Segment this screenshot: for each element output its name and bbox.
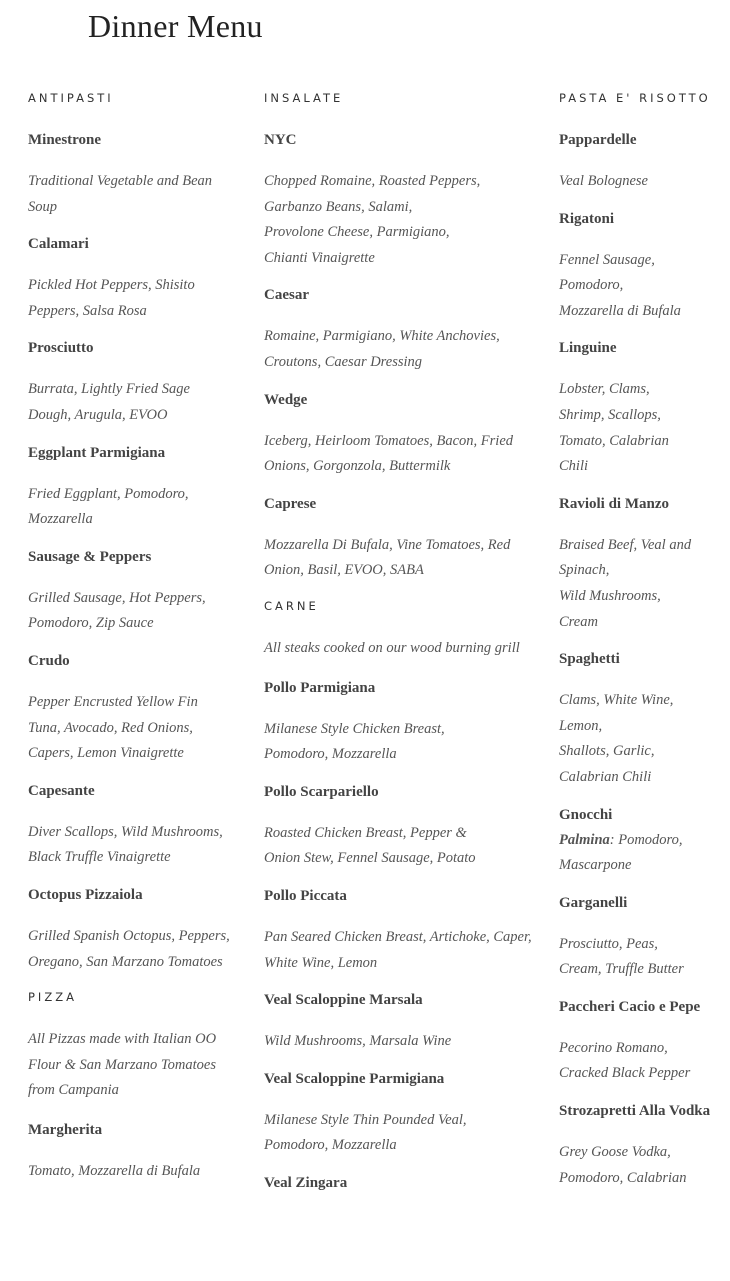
menu-column-2 [264,88,534,1212]
item-name: Pollo Parmigiana [264,679,376,696]
item-description: Burrata, Lightly Fried Sage Dough, Arugula, EVOO [28,381,190,423]
gnocchi-variant: Palmina [559,831,610,848]
item-description: Pecorino Romano, Cracked Black Pepper [559,1039,691,1082]
item-description: Fried Eggplant, Pomodoro, Mozzarella [28,485,189,528]
item-description: Grilled Spanish Octopus, Peppers, Oregano, San Marzano Tomatoes [28,927,230,970]
item-name: Pappardelle [559,132,637,148]
item-description: Milanese Style Thin Pounded Veal, Pomodoro, Mozzarella [264,1111,467,1154]
item-name: Ravioli di Manzo [559,495,670,512]
antipasti-list [28,128,233,975]
item-description: Wild Mushrooms, Marsala Wine [264,1033,452,1050]
item-description: Romaine, Parmigiano, White Anchovies, Croutons, Caesar Dressing [264,328,500,370]
menu-item [264,492,534,584]
item-description: Grilled Sausage, Hot Peppers, Pomodoro, Zip Sauce [28,589,206,632]
item-name: Capesante [28,782,95,799]
gnocchi-desc: : Pomodoro, Mascarpone [559,831,683,874]
menu-item [559,995,719,1087]
item-name: Spaghetti [559,651,620,668]
section-label-insalate: INSALATE [264,91,344,105]
menu-item [559,492,719,635]
item-name: Margherita [28,1121,103,1138]
item-description: Traditional Vegetable and Bean Soup [28,173,213,215]
menu-item [264,676,534,768]
item-name: Strozapretti Alla Vodka [559,1103,711,1120]
menu-item [264,1067,534,1159]
item-name: Minestrone [28,132,102,148]
menu-item [559,207,719,325]
menu-item [264,1171,534,1196]
item-name: Gnocchi [559,806,613,823]
menu-item [28,883,233,975]
item-name: NYC [264,132,297,148]
item-name: Paccheri Cacio e Pepe [559,998,701,1015]
menu-item [28,441,233,533]
item-name: Linguine [559,340,617,357]
item-description: Tomato, Mozzarella di Bufala [28,1162,201,1179]
menu-item [559,336,719,479]
item-name: Calamari [28,236,89,253]
section-label-carne: CARNE [264,598,319,613]
item-name: Octopus Pizzaiola [28,886,143,903]
item-name: Caprese [264,495,317,512]
item-description: Veal Bolognese [559,173,648,189]
menu-item [264,884,534,976]
menu-item [28,779,233,871]
menu-item [28,545,233,637]
item-name: Prosciutto [28,340,94,357]
menu-item [559,1099,719,1191]
item-description: Prosciutto, Peas, Cream, Truffle Butter [559,935,684,978]
menu-item [264,988,534,1055]
section-note-carne: All steaks cooked on our wood burning grill [264,639,520,656]
menu-item [28,232,233,324]
item-description: Chopped Romaine, Roasted Peppers, Garbanzo Beans, Salami, Provolone Cheese, Parmigiano, Chianti Vinaigrette [264,173,481,266]
item-name: Pollo Piccata [264,887,347,904]
item-description: Diver Scallops, Wild Mushrooms, Black Truffle Vinaigrette [28,823,223,866]
menu-item [559,647,719,790]
menu-item [28,336,233,428]
item-description: Pepper Encrusted Yellow Fin Tuna, Avocado, Red Onions, Capers, Lemon Vinaigrette [28,693,198,762]
section-label-antipasti: ANTIPASTI [28,91,114,105]
section-label-pizza: PIZZA [28,990,77,1005]
item-name: Sausage & Peppers [28,548,152,565]
menu-item-gnocchi [559,803,719,879]
item-description: Clams, White Wine, Lemon, Shallots, Garlic, Calabrian Chili [559,692,674,785]
item-name: Rigatoni [559,210,615,227]
menu-item [559,891,719,983]
item-description: Milanese Style Chicken Breast, Pomodoro, Mozzarella [264,720,445,763]
item-description: Mozzarella Di Bufala, Vine Tomatoes, Red Onion, Basil, EVOO, SABA [264,536,511,579]
item-description: Lobster, Clams, Shrimp, Scallops, Tomato, Calabrian Chili [559,381,669,475]
page-title: Dinner Menu [88,8,263,44]
item-name: Veal Scaloppine Marsala [264,992,423,1009]
menu-item [264,128,534,271]
menu-item [264,283,534,375]
item-name: Crudo [28,652,70,669]
menu-item [28,128,233,220]
item-name: Eggplant Parmigiana [28,444,166,461]
menu-item [28,649,233,767]
item-description: Iceberg, Heirloom Tomatoes, Bacon, Fried Onions, Gorgonzola, Buttermilk [264,432,514,475]
item-name: Caesar [264,287,309,304]
menu-item [264,780,534,872]
item-description [559,828,719,879]
item-description: Fennel Sausage, Pomodoro, Mozzarella di Bufala [559,251,681,319]
section-label-pasta: PASTA E' RISOTTO [559,91,711,105]
item-description: Roasted Chicken Breast, Pepper & Onion Stew, Fennel Sausage, Potato [264,824,476,867]
item-name: Veal Zingara [264,1174,348,1191]
item-description: Braised Beef, Veal and Spinach, Wild Mushrooms, Cream [559,536,692,630]
menu-item [559,128,719,195]
section-note-pizza: All Pizzas made with Italian OO Flour & San Marzano Tomatoes from Campania [28,1031,217,1099]
menu-column-1 [28,88,233,1196]
item-name: Wedge [264,391,308,408]
item-description: Grey Goose Vodka, Pomodoro, Calabrian [559,1144,687,1186]
menu-item [264,388,534,480]
menu-item [28,1118,233,1185]
menu-column-3 [559,88,719,1203]
item-name: Garganelli [559,894,628,911]
item-name: Veal Scaloppine Parmigiana [264,1070,445,1087]
item-name: Pollo Scarpariello [264,783,379,800]
item-description: Pickled Hot Peppers, Shisito Peppers, Salsa Rosa [28,277,195,319]
item-description: Pan Seared Chicken Breast, Artichoke, Caper, White Wine, Lemon [264,928,532,971]
